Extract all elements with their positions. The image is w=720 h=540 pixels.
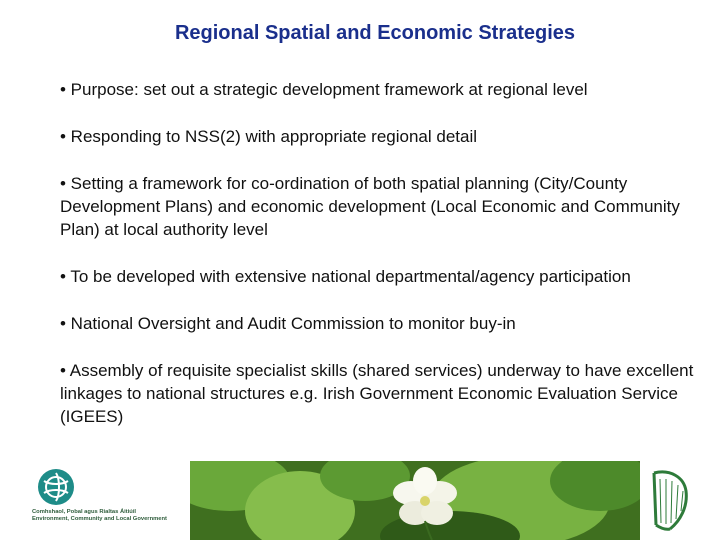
bullet-list [60,78,700,452]
bullet-item: • National Oversight and Audit Commission to monitor buy-in [60,314,516,333]
department-name-irish: Comhshaol, Pobal agus Rialtas Áitiúil [32,509,137,515]
bullet-item: • Purpose: set out a strategic development framework at regional level [60,80,588,99]
clover-image [190,461,640,540]
clover-photo [190,461,640,540]
bullet-item: • Setting a framework for co-ordination of both spatial planning (City/County Development Plans) and economic development (Local Economic and Community Plan) at local authority level [60,174,680,239]
footer-banner [0,461,720,540]
bullet-item: • Assembly of requisite specialist skills (shared services) underway to have excellent linkages to national structures e.g. Irish Government Economic Evaluation Service (IGEES) [60,361,694,426]
harp-icon [640,467,700,535]
department-emblem-icon [36,467,76,507]
slide-title: Regional Spatial and Economic Strategies [174,22,576,44]
department-logo [32,467,182,537]
department-name [32,509,192,523]
department-name-english: Environment, Community and Local Government [32,516,167,522]
bullet-item: • To be developed with extensive national departmental/agency participation [60,267,631,286]
bullet-item: • Responding to NSS(2) with appropriate regional detail [60,127,478,146]
